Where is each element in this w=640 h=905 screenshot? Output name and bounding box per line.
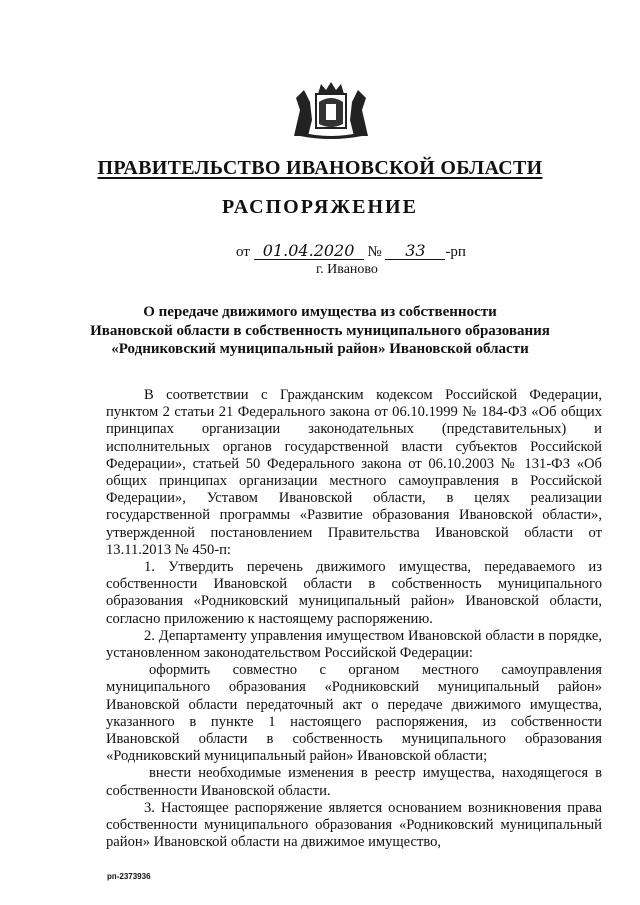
number-suffix: -рп [445,244,466,260]
preamble-paragraph: В соответствии с Гражданским кодексом Российской Федерации, пунктом 2 статьи 21 Федерального закона от 06.10.1999 № 184-ФЗ «Об общих принципах организации законодательных (представительных) и исполнительных органов государственной власти субъектов Российской Федерации», статьей 50 Федерального закона от 06.10.2003 № 131-ФЗ «Об общих принципах организации местного самоуправления в Российской Федерации», Уставом Ивановской области, в целях реализации государственной программы «Развитие образования Ивановской области», утвержденной постановлением Правительства Ивановской области от 13.11.2013 № 450-п: [106,387,602,558]
government-title: ПРАВИТЕЛЬСТВО ИВАНОВСКОЙ ОБЛАСТИ [97,157,543,179]
subject-line: «Родниковский муниципальный район» Ивановской области [111,341,529,357]
date-number-line [236,243,466,261]
item-1-paragraph: 1. Утвердить перечень движимого имущества, передаваемого из собственности Ивановской области в собственность муниципального образования «Родниковский муниципальный район» Ивановской области, согласно приложению к настоящему распоряжению. [106,559,602,627]
item-2-paragraph: 2. Департаменту управления имуществом Ивановской области в порядке, установленном законодательством Российской Федерации: [106,627,602,662]
document-code: рп-2373936 [107,872,151,881]
document-body [106,387,602,851]
document-subject [0,303,640,359]
document-date: 01.04.2020 [254,243,364,260]
date-prefix: от [236,244,250,260]
coat-of-arms-icon [290,80,372,140]
city: г. Иваново [316,262,378,277]
subject-line: О передаче движимого имущества из собственности [143,304,497,320]
item-2-subitem-2: внести необходимые изменения в реестр имущества, находящегося в собственности Ивановской области. [106,765,602,799]
item-2-subitem-1: оформить совместно с органом местного самоуправления муниципального образования «Родниковский муниципальный район» Ивановской области передаточный акт о передаче движимого имущества, указанного в пункте 1 настоящего распоряжения, из собственности Ивановской области в собственность муниципального образования «Родниковский муниципальный район» Ивановской области; [106,662,602,765]
document-type: РАСПОРЯЖЕНИЕ [222,196,418,218]
document-number: 33 [385,243,445,260]
item-3-paragraph: 3. Настоящее распоряжение является основанием возникновения права собственности муниципального образования «Родниковский муниципальный район» Ивановской области на движимое имущество, [106,799,602,851]
subject-line: Ивановской области в собственность муниципального образования [90,322,550,339]
number-sign: № [367,244,382,260]
